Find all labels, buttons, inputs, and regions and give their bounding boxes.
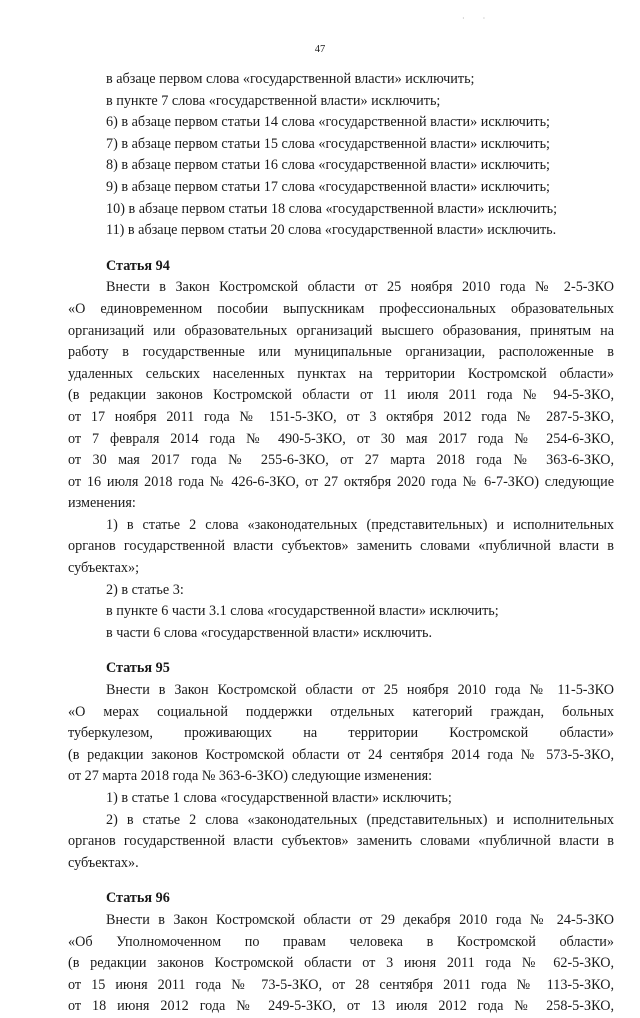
- text-line: 1) в статье 1 слова «государственной власти» исключить;: [106, 790, 452, 806]
- text-line: органов государственной власти субъектов» заменить словами «публичной власти в: [68, 538, 614, 555]
- page-number: 47: [314, 44, 326, 55]
- text-line: (в редакции законов Костромской области от 3 июня 2011 года № 62-5-ЗКО,: [68, 955, 614, 972]
- text-line: в части 6 слова «государственной власти» исключить.: [106, 624, 433, 641]
- text-line: 7) в абзаце первом статьи 15 слова «государственной власти» исключить;: [106, 135, 551, 152]
- text-line: 10) в абзаце первом статьи 18 слова «государственной власти» исключить;: [106, 200, 558, 217]
- text-line: от 16 июля 2018 года № 426-6-ЗКО, от 27 октября 2020 года № 6-7-ЗКО) следующие: [68, 473, 614, 490]
- text-line: 8) в абзаце первом статьи 16 слова «государственной власти» исключить;: [106, 157, 551, 174]
- text-line: «О единовременном пособии выпускникам профессиональных образовательных: [68, 300, 614, 317]
- article-heading: Статья 96: [106, 890, 170, 907]
- text-line: в абзаце первом слова «государственной власти» исключить;: [106, 71, 475, 87]
- document-body: [68, 69, 614, 1018]
- text-line: Внести в Закон Костромской области от 25 ноября 2010 года № 2-5-ЗКО: [106, 279, 614, 296]
- text-line: от 27 марта 2018 года № 363-6-ЗКО) следующие изменения:: [68, 768, 433, 785]
- text-line: субъектах».: [68, 854, 139, 871]
- article-heading: Статья 95: [106, 660, 170, 677]
- text-line: от 15 июня 2011 года № 73-5-ЗКО, от 28 сентября 2011 года № 113-5-ЗКО,: [68, 976, 614, 993]
- text-line: (в редакции законов Костромской области от 11 июля 2011 года № 94-5-ЗКО,: [68, 387, 614, 404]
- scan-mark: · ·: [462, 14, 494, 23]
- text-line: органов государственной власти субъектов» заменить словами «публичной власти в: [68, 833, 614, 850]
- text-line: «Об Уполномоченном по правам человека в Костромской области»: [68, 933, 614, 950]
- text-line: субъектах»;: [68, 560, 140, 577]
- text-line: в пункте 6 части 3.1 слова «государственной власти» исключить;: [106, 603, 499, 620]
- text-line: от 30 мая 2017 года № 255-6-ЗКО, от 27 марта 2018 года № 363-6-ЗКО,: [68, 452, 614, 469]
- text-line: 1) в статье 2 слова «законодательных (представительных) и исполнительных: [106, 516, 614, 533]
- text-line: Внести в Закон Костромской области от 29 декабря 2010 года № 24-5-ЗКО: [106, 911, 614, 928]
- text-line: изменения:: [68, 495, 136, 512]
- text-line: (в редакции законов Костромской области от 24 сентября 2014 года № 573-5-ЗКО,: [68, 746, 614, 763]
- text-line: 2) в статье 2 слова «законодательных (представительных) и исполнительных: [106, 811, 614, 828]
- text-line: 2) в статье 3:: [106, 581, 184, 598]
- text-line: работу в государственные или муниципальные организации, расположенные в: [68, 344, 614, 361]
- text-line: Внести в Закон Костромской области от 25 ноября 2010 года № 11-5-ЗКО: [106, 682, 614, 699]
- text-line: 11) в абзаце первом статьи 20 слова «государственной власти» исключить.: [106, 222, 557, 239]
- text-line: туберкулезом, проживающих на территории Костромской области»: [68, 725, 614, 742]
- text-line: в пункте 7 слова «государственной власти» исключить;: [106, 92, 441, 109]
- text-line: «О мерах социальной поддержки отдельных категорий граждан, больных: [68, 703, 614, 720]
- text-line: организаций или образовательных организаций высшего образования, принятым на: [68, 322, 614, 339]
- text-line: от 7 февраля 2014 года № 490-5-ЗКО, от 30 мая 2017 года № 254-6-ЗКО,: [68, 430, 614, 447]
- text-line: от 18 июня 2012 года № 249-5-ЗКО, от 13 июля 2012 года № 258-5-ЗКО,: [68, 998, 614, 1015]
- text-line: 6) в абзаце первом статьи 14 слова «государственной власти» исключить;: [106, 114, 551, 131]
- text-line: 9) в абзаце первом статьи 17 слова «государственной власти» исключить;: [106, 178, 551, 195]
- text-line: удаленных сельских населенных пунктах на территории Костромской области»: [68, 365, 614, 382]
- text-line: от 17 ноября 2011 года № 151-5-ЗКО, от 3 октября 2012 года № 287-5-ЗКО,: [68, 408, 614, 425]
- article-heading: Статья 94: [106, 257, 170, 274]
